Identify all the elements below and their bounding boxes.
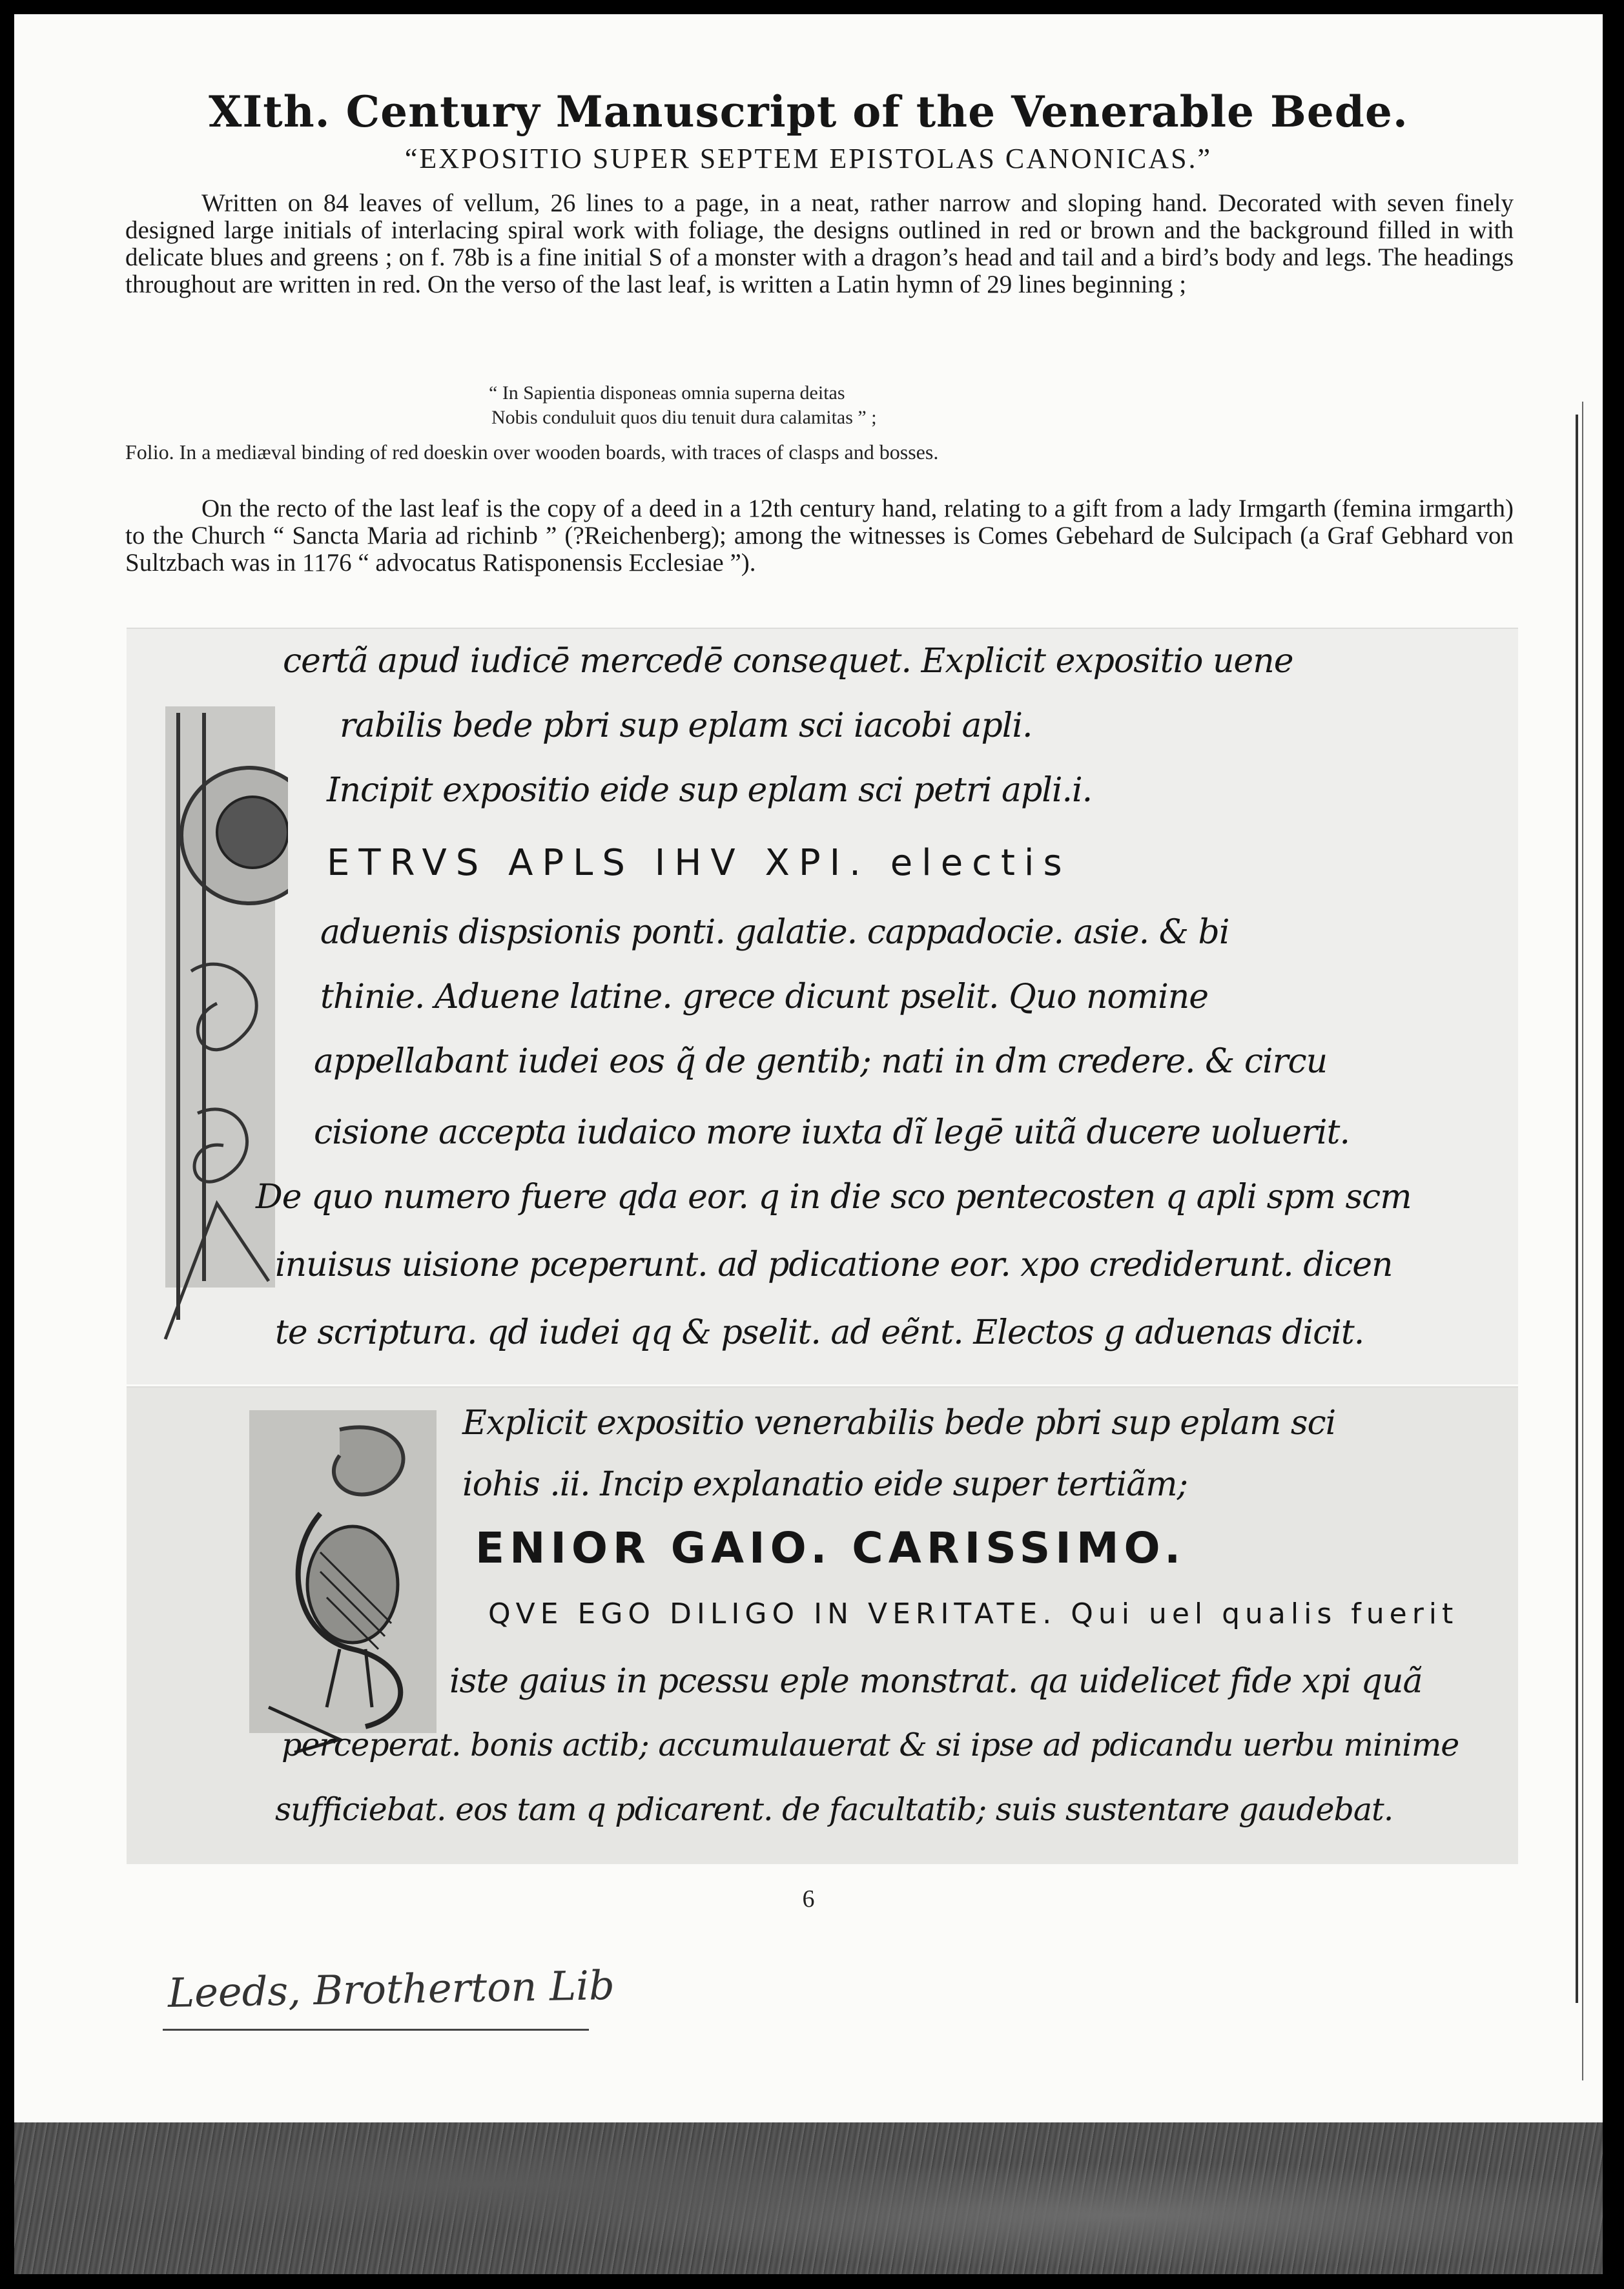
ms-line: aduenis dispsionis ponti. galatie. cappadocie. asie. & bi xyxy=(320,913,1229,952)
hymn-quote xyxy=(489,381,1264,430)
handwritten-note: Leeds, Brotherton Lib xyxy=(167,1961,615,2017)
page-number: 6 xyxy=(802,1885,815,1913)
hymn-line-1: “ In Sapientia disponeas omnia superna deitas xyxy=(489,382,845,404)
ms-line: perceperat. bonis actib; accumulauerat & si ipse ad pdicandu uerbu minime xyxy=(282,1727,1459,1763)
ms-line: certã apud iudicē mercedē consequet. Explicit expositio uene xyxy=(283,642,1293,681)
ms-line: ETRVS APLS IHV XPI. electis xyxy=(327,842,1071,884)
handwritten-underline xyxy=(163,2029,589,2031)
page-subtitle: “EXPOSITIO SUPER SEPTEM EPISTOLAS CANONICAS.” xyxy=(404,143,1213,174)
ms-line: te scriptura. qd iudei qq & pselit. ad eẽnt. Electos g aduenas dicit. xyxy=(275,1313,1364,1352)
margin-rule xyxy=(1576,415,1578,2003)
ms-line: rabilis bede pbri sup eplam sci iacobi apli. xyxy=(340,706,1033,745)
dragon-initial-s xyxy=(243,1404,443,1765)
ms-line: appellabant iudei eos q̃ de gentib; nati in dm credere. & circu xyxy=(314,1042,1328,1081)
page-title: XIth. Century Manuscript of the Venerable Bede. xyxy=(209,87,1408,137)
margin-rule xyxy=(1582,402,1583,2080)
ms-line: inuisus uisione pceperunt. ad pdicatione eor. xpo crediderunt. dicen xyxy=(275,1246,1393,1284)
ms-line: Explicit expositio venerabilis bede pbri sup eplam sci xyxy=(462,1404,1336,1442)
ms-line: ENIOR GAIO. CARISSIMO. xyxy=(475,1523,1186,1573)
hymn-line-2: Nobis conduluit quos diu tenuit dura calamitas ” ; xyxy=(491,407,877,428)
ms-line: iste gaius in pcessu eple monstrat. qa uidelicet fide xpi quã xyxy=(449,1662,1423,1701)
scan-edge-shadow xyxy=(14,2122,1603,2274)
ms-line: De quo numero fuere qda eor. q in die sco pentecosten q apli spm scm xyxy=(256,1178,1412,1216)
ms-line: QVE EGO DILIGO IN VERITATE. Qui uel qualis fuerit xyxy=(488,1597,1459,1630)
description-paragraph-1: Written on 84 leaves of vellum, 26 lines to a page, in a neat, rather narrow and sloping hand. Decorated with seven finely designed large initials of interlacing spiral work with foliage, the designs outlined in red or brown and the background filled in with delicate blues and greens ; on f. 78b is a fine initial S of a monster with a dragon’s head and tail and a bird’s body and legs. The headings throughout are written in red. On the verso of the last leaf, is written a Latin hymn of 29 lines beginning ; xyxy=(125,189,1514,298)
folio-note: Folio. In a mediæval binding of red doeskin over wooden boards, with traces of clasps and bosses. xyxy=(125,440,939,464)
ms-line: sufficiebat. eos tam q pdicarent. de facultatib; suis sustentare gaudebat. xyxy=(275,1791,1393,1828)
ms-line: thinie. Aduene latine. grece dicunt pselit. Quo nomine xyxy=(320,978,1209,1016)
ms-line: cisione accepta iudaico more iuxta dĩ legē uitã ducere uoluerit. xyxy=(314,1113,1350,1152)
description-paragraph-2: On the recto of the last leaf is the copy of a deed in a 12th century hand, relating to a gift from a lady Irmgarth (femina irmgarth) to the Church “ Sancta Maria ad richinb ” (?Reichenberg); among the witnesses is Comes Gebehard de Sulcipach (a Graf Gebhard von Sultzbach was in 1176 “ advocatus Ratisponensis Ecclesiae ”). xyxy=(125,495,1514,577)
ms-line: Incipit expositio eide sup eplam sci petri apli.i. xyxy=(327,771,1093,810)
manuscript-plate-2 xyxy=(127,1386,1518,1864)
document-page xyxy=(14,14,1603,2274)
illuminated-initial-p xyxy=(139,700,288,1352)
ms-line: iohis .ii. Incip explanatio eide super tertiãm; xyxy=(462,1465,1188,1504)
manuscript-plate-1 xyxy=(127,628,1518,1384)
